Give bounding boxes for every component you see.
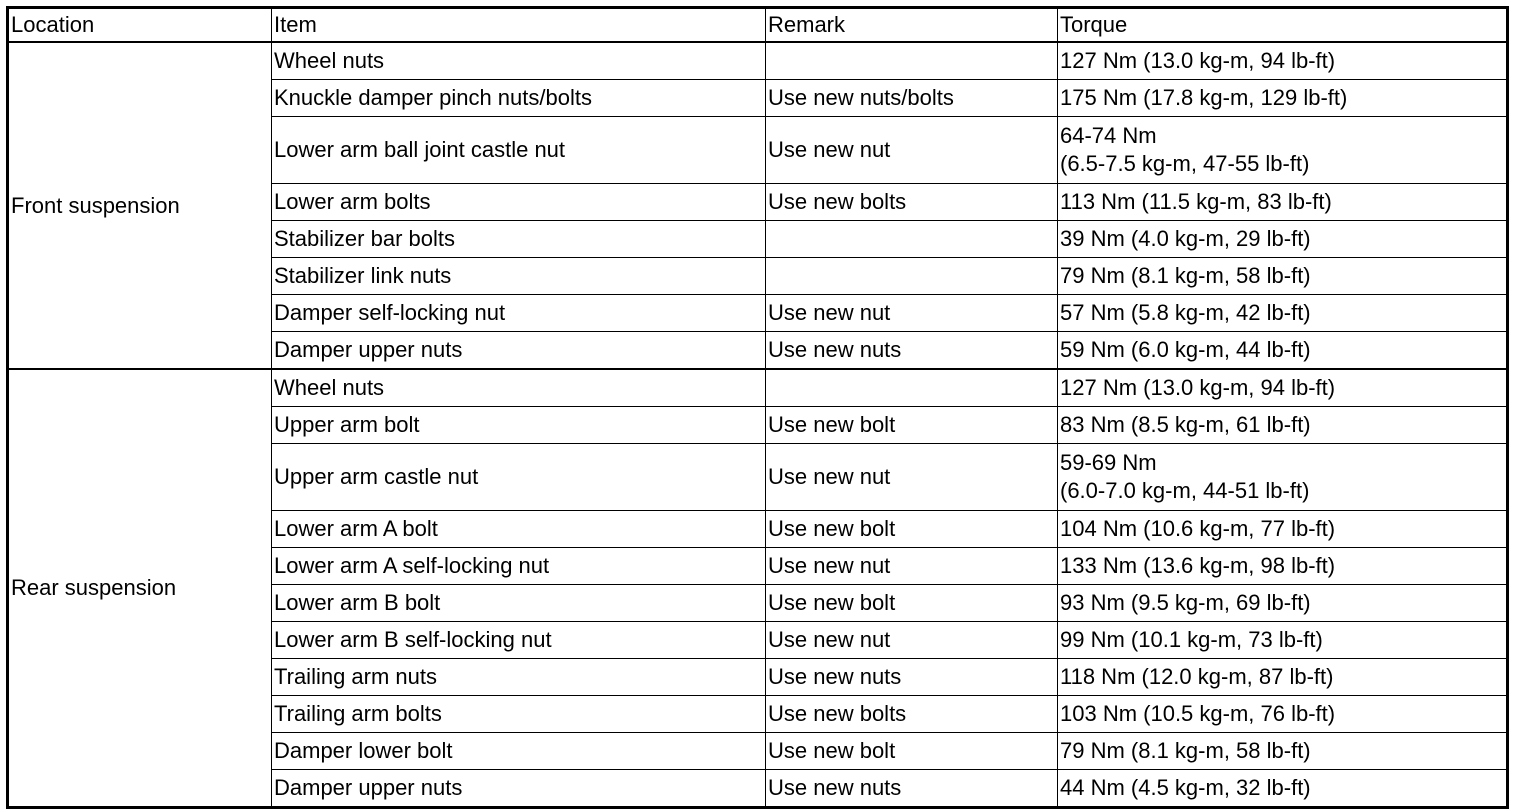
item-cell: Lower arm B bolt [272,585,766,622]
location-cell: Front suspension [8,42,272,369]
item-cell: Stabilizer link nuts [272,258,766,295]
torque-cell: 79 Nm (8.1 kg-m, 58 lb-ft) [1058,733,1508,770]
torque-cell: 44 Nm (4.5 kg-m, 32 lb-ft) [1058,770,1508,808]
item-cell: Stabilizer bar bolts [272,221,766,258]
remark-cell: Use new nuts/bolts [766,80,1058,117]
item-cell: Lower arm ball joint castle nut [272,117,766,184]
remark-cell: Use new bolts [766,184,1058,221]
remark-cell: Use new bolt [766,585,1058,622]
remark-cell: Use new nut [766,622,1058,659]
torque-spec-table [6,6,1509,809]
remark-cell: Use new nut [766,295,1058,332]
torque-cell: 133 Nm (13.6 kg-m, 98 lb-ft) [1058,548,1508,585]
remark-cell [766,221,1058,258]
remark-cell: Use new nuts [766,770,1058,808]
remark-cell [766,42,1058,80]
torque-cell: 39 Nm (4.0 kg-m, 29 lb-ft) [1058,221,1508,258]
remark-cell: Use new nut [766,117,1058,184]
torque-cell: 103 Nm (10.5 kg-m, 76 lb-ft) [1058,696,1508,733]
table-row [8,42,1508,80]
torque-cell: 83 Nm (8.5 kg-m, 61 lb-ft) [1058,407,1508,444]
location-cell: Rear suspension [8,369,272,808]
item-cell: Damper self-locking nut [272,295,766,332]
column-header-item: Item [272,8,766,43]
column-header-remark: Remark [766,8,1058,43]
remark-cell: Use new bolts [766,696,1058,733]
item-cell: Damper upper nuts [272,770,766,808]
remark-cell: Use new nut [766,444,1058,511]
torque-cell: 118 Nm (12.0 kg-m, 87 lb-ft) [1058,659,1508,696]
item-cell: Wheel nuts [272,42,766,80]
table-row [8,369,1508,407]
remark-cell: Use new bolt [766,407,1058,444]
item-cell: Trailing arm bolts [272,696,766,733]
column-header-torque: Torque [1058,8,1508,43]
torque-cell: 64-74 Nm (6.5-7.5 kg-m, 47-55 lb-ft) [1058,117,1508,184]
remark-cell: Use new nuts [766,659,1058,696]
remark-cell: Use new bolt [766,733,1058,770]
column-header-location: Location [8,8,272,43]
remark-cell: Use new nut [766,548,1058,585]
torque-cell: 99 Nm (10.1 kg-m, 73 lb-ft) [1058,622,1508,659]
item-cell: Knuckle damper pinch nuts/bolts [272,80,766,117]
item-cell: Damper lower bolt [272,733,766,770]
torque-cell: 93 Nm (9.5 kg-m, 69 lb-ft) [1058,585,1508,622]
torque-cell: 127 Nm (13.0 kg-m, 94 lb-ft) [1058,369,1508,407]
item-cell: Lower arm B self-locking nut [272,622,766,659]
torque-cell: 113 Nm (11.5 kg-m, 83 lb-ft) [1058,184,1508,221]
torque-cell: 104 Nm (10.6 kg-m, 77 lb-ft) [1058,511,1508,548]
item-cell: Upper arm bolt [272,407,766,444]
item-cell: Lower arm A bolt [272,511,766,548]
torque-cell: 59-69 Nm (6.0-7.0 kg-m, 44-51 lb-ft) [1058,444,1508,511]
torque-cell: 57 Nm (5.8 kg-m, 42 lb-ft) [1058,295,1508,332]
item-cell: Lower arm bolts [272,184,766,221]
torque-cell: 59 Nm (6.0 kg-m, 44 lb-ft) [1058,332,1508,370]
item-cell: Trailing arm nuts [272,659,766,696]
item-cell: Damper upper nuts [272,332,766,370]
item-cell: Wheel nuts [272,369,766,407]
torque-cell: 127 Nm (13.0 kg-m, 94 lb-ft) [1058,42,1508,80]
torque-cell: 79 Nm (8.1 kg-m, 58 lb-ft) [1058,258,1508,295]
remark-cell [766,369,1058,407]
remark-cell: Use new bolt [766,511,1058,548]
remark-cell [766,258,1058,295]
item-cell: Lower arm A self-locking nut [272,548,766,585]
header-row [8,8,1508,43]
table-body [8,42,1508,808]
item-cell: Upper arm castle nut [272,444,766,511]
remark-cell: Use new nuts [766,332,1058,370]
table-header [8,8,1508,43]
torque-cell: 175 Nm (17.8 kg-m, 129 lb-ft) [1058,80,1508,117]
